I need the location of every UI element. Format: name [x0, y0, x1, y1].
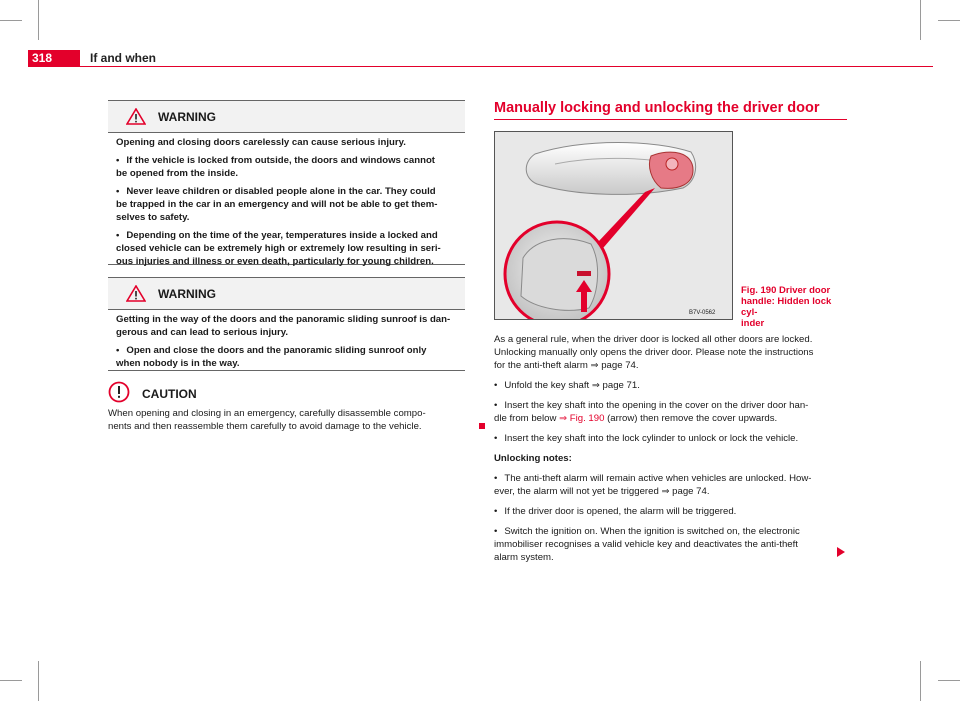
warning-box-1: [108, 100, 465, 265]
step-bullet: • Insert the key shaft into the opening in the cover on the driver door han- dle from below ⇒ Fig. 190 (arrow) then remove the cover upwards.: [494, 399, 850, 425]
warning-triangle-icon: [126, 108, 146, 125]
figure-link[interactable]: ⇒ Fig. 190: [559, 413, 605, 424]
warning-text: Opening and closing doors carelessly can cause serious injury.: [116, 137, 406, 148]
chapter-title: If and when: [90, 51, 156, 65]
caution-label: CAUTION: [142, 387, 197, 401]
warning-header: [108, 278, 465, 310]
section-end-marker: [479, 423, 485, 429]
warning-box-2: [108, 277, 465, 371]
note-bullet: • Switch the ignition on. When the ignition is switched on, the electronic immobiliser recognises a valid vehicle key and deactivates the anti-theft alarm system.: [494, 525, 850, 564]
crop-mark: [38, 0, 39, 40]
caution-header: [108, 381, 468, 405]
warning-body: [108, 133, 465, 268]
warning-triangle-icon: [126, 285, 146, 302]
crop-mark: [920, 661, 921, 701]
figure-code: B7V-0562: [689, 310, 716, 316]
page-number: 318: [28, 50, 80, 66]
warning-header: [108, 101, 465, 133]
caution-icon: [108, 381, 130, 403]
step-bullet: • Unfold the key shaft ⇒ page 71.: [494, 379, 850, 392]
crop-mark: [920, 0, 921, 40]
warning-label: WARNING: [158, 110, 216, 124]
note-bullet: • If the driver door is opened, the alarm will be triggered.: [494, 505, 850, 518]
section-title: Manually locking and unlocking the driver door: [494, 100, 820, 116]
warning-bullet: • If the vehicle is locked from outside, the doors and windows cannot be opened from the inside.: [116, 154, 457, 180]
crop-mark: [0, 20, 22, 21]
step-bullet: • Insert the key shaft into the lock cylinder to unlock or lock the vehicle.: [494, 432, 850, 445]
section-body: [494, 333, 850, 571]
crop-mark: [938, 20, 960, 21]
crop-mark: [0, 680, 22, 681]
door-handle-illustration: [495, 132, 732, 319]
warning-bullet: • Open and close the doors and the panoramic sliding sunroof only when nobody is in the way.: [116, 344, 457, 370]
notes-heading: Unlocking notes:: [494, 453, 572, 464]
header-rule: [28, 66, 933, 67]
warning-text: Getting in the way of the doors and the panoramic sliding sunroof is dan- gerous and can lead to serious injury.: [116, 314, 451, 338]
warning-label: WARNING: [158, 287, 216, 301]
intro-paragraph: As a general rule, when the driver door is locked all other doors are locked. Unlocking manually only opens the driver door. Please note the instructions for the anti-theft alarm ⇒ page 74.: [494, 334, 814, 371]
crop-mark: [38, 661, 39, 701]
figure-caption: Fig. 190 Driver door handle: Hidden lock cyl- inder: [741, 285, 832, 329]
door-handle-figure: [494, 131, 733, 320]
continue-arrow-icon: [836, 547, 846, 557]
caution-text: When opening and closing in an emergency, carefully disassemble compo- nents and then reassemble them carefully to avoid damage to the vehicle.: [108, 408, 426, 432]
crop-mark: [938, 680, 960, 681]
warning-bullet: • Never leave children or disabled people alone in the car. They could be trapped in the car in an emergency and will not be able to get them- selves to safety.: [116, 185, 457, 224]
note-bullet: • The anti-theft alarm will remain active when vehicles are unlocked. How- ever, the alarm will not yet be triggered ⇒ page 74.: [494, 472, 850, 498]
section-rule: [494, 119, 847, 120]
warning-body: [108, 310, 465, 370]
warning-bullet: • Depending on the time of the year, temperatures inside a locked and closed vehicle can be extremely high or extremely low resulting in seri- ous injuries and illness or even death, particularly for young children.: [116, 229, 457, 268]
